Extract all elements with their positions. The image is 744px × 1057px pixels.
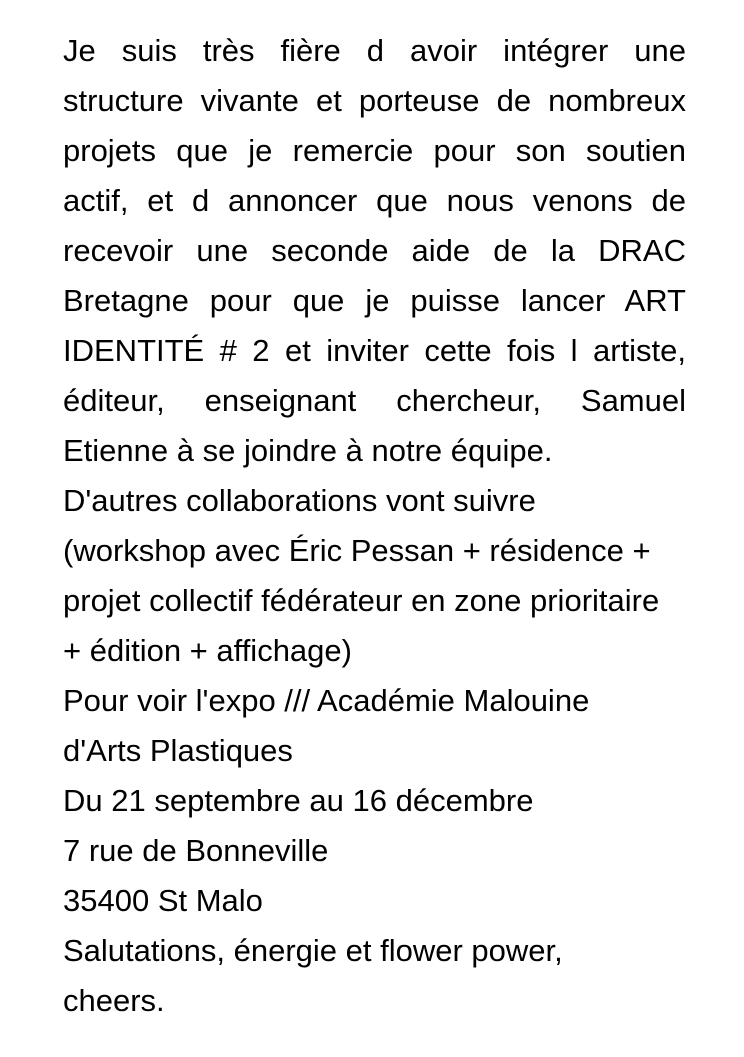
detail-line: Du 21 septembre au 16 décembre xyxy=(63,783,534,818)
detail-line: Salutations, énergie et flower power, xyxy=(63,933,563,968)
intro-paragraph: Je suis très fière d avoir intégrer une structure vivante et porteuse de nombreux projets que je remercie pour son soutien actif, et d annoncer que nous venons de recevoir une seconde aide de la DRAC Bretagne pour que je puisse lancer ART IDENTITÉ # 2 et inviter cette fois l artiste, éditeur, enseignant chercheur, Samuel Etienne à se joindre à notre équipe. xyxy=(63,33,695,468)
detail-line: projet collectif fédérateur en zone prioritaire xyxy=(63,583,660,618)
detail-line: (workshop avec Éric Pessan + résidence + xyxy=(63,533,651,568)
detail-line: cheers. xyxy=(63,983,165,1018)
detail-line: d'Arts Plastiques xyxy=(63,733,293,768)
detail-line: Pour voir l'expo /// Académie Malouine xyxy=(63,683,590,718)
detail-line: 7 rue de Bonneville xyxy=(63,833,329,868)
detail-line: + édition + affichage) xyxy=(63,633,352,668)
details-block xyxy=(63,476,686,1026)
detail-line: 35400 St Malo xyxy=(63,883,263,918)
intro-paragraph-block xyxy=(63,26,695,476)
detail-line: D'autres collaborations vont suivre xyxy=(63,483,536,518)
